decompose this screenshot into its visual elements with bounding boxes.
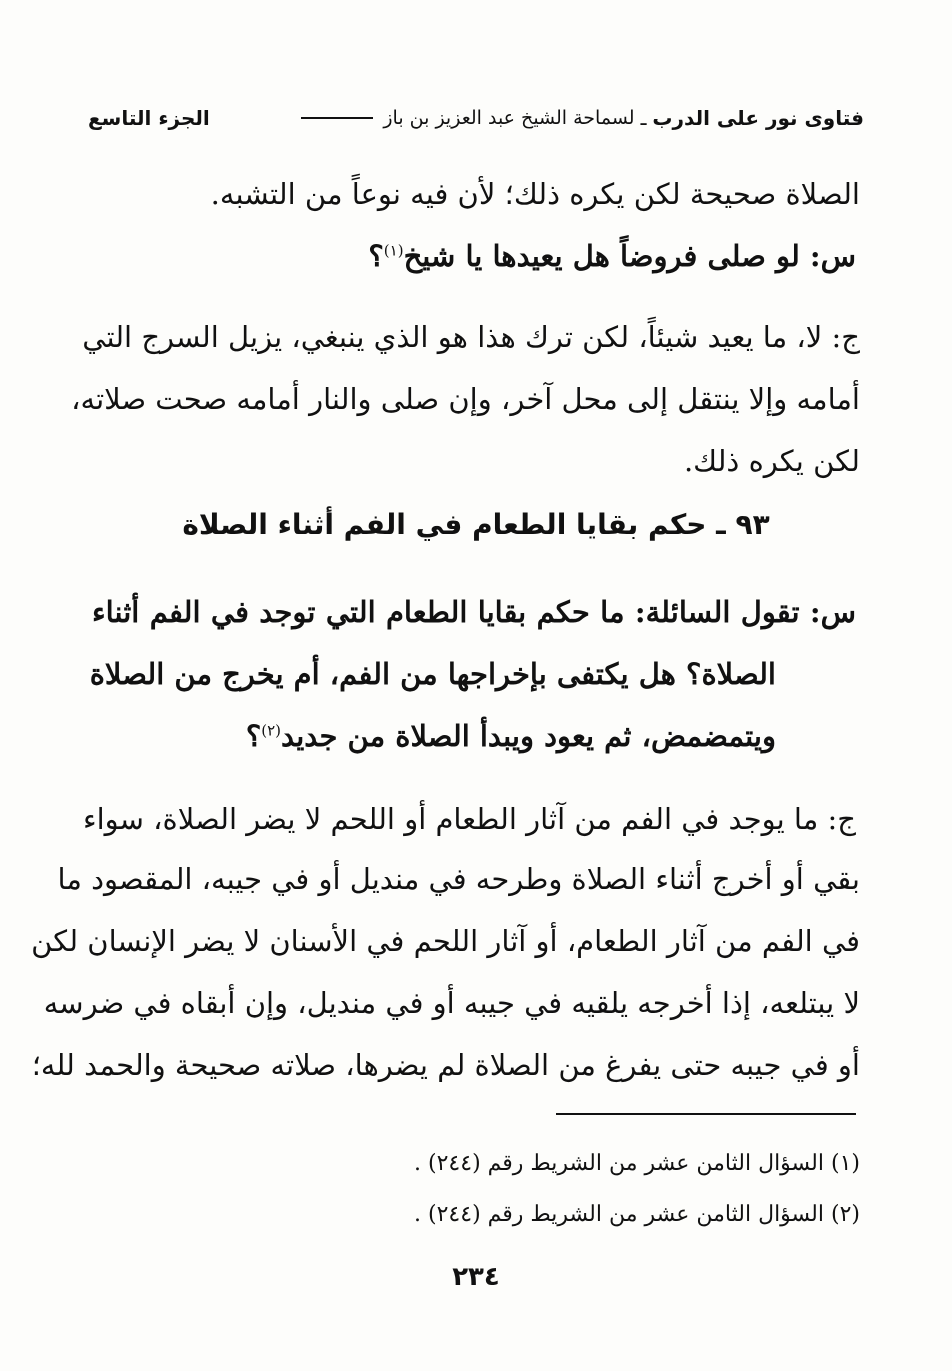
answer-line: ج: لا، ما يعيد شيئاً، لكن ترك هذا هو الذي ينبغي، يزيل السرج التي <box>82 320 860 354</box>
answer-line: في الفم من آثار الطعام، أو آثار اللحم في الأسنان لا يضر الإنسان لكن <box>31 924 860 958</box>
author-line: لسماحة الشيخ عبد العزيز بن باز <box>383 107 635 129</box>
footnote: (١) السؤال الثامن عشر من الشريط رقم (٢٤٤) . <box>414 1151 860 1176</box>
footnote-separator <box>556 1113 856 1115</box>
book-title: فتاوى نور على الدرب <box>652 106 864 130</box>
header-rule <box>301 117 373 119</box>
answer-line: بقي أو أخرج أثناء الصلاة وطرحه في منديل أو في جيبه، المقصود ما <box>57 862 860 896</box>
footnote-ref: (١) <box>383 241 404 260</box>
answer-line: لا يبتلعه، إذا أخرجه يلقيه في جيبه أو في منديل، وإن أبقاه في ضرسه <box>43 986 860 1020</box>
footnote-ref: (٢) <box>261 721 281 740</box>
answer-line: ج: ما يوجد في الفم من آثار الطعام أو اللحم لا يضر الصلاة، سواء <box>82 802 856 836</box>
running-header <box>88 98 864 138</box>
answer-line: لكن يكره ذلك. <box>683 444 860 478</box>
page-number: ٢٣٤ <box>452 1262 500 1292</box>
header-separator: ـ <box>640 106 647 130</box>
answer-line: أمامه وإلا ينتقل إلى محل آخر، وإن صلى والنار أمامه صحت صلاته، <box>71 382 860 416</box>
question-line: س: لو صلى فروضاً هل يعيدها يا شيخ$^{(١)}$؟ <box>368 239 856 273</box>
volume-part: الجزء التاسع <box>88 106 210 130</box>
question-line: ويتمضمض، ثم يعود ويبدأ الصلاة من جديد$^{(٢)}$؟ <box>245 719 776 753</box>
section-heading: ٩٣ ـ حكم بقايا الطعام في الفم أثناء الصلاة <box>182 508 770 541</box>
question-line: س: تقول السائلة: ما حكم بقايا الطعام التي توجد في الفم أثناء <box>92 595 856 629</box>
answer-line: أو في جيبه حتى يفرغ من الصلاة لم يضرها، صلاته صحيحة والحمد لله؛ <box>31 1048 860 1082</box>
footnote: (٢) السؤال الثامن عشر من الشريط رقم (٢٤٤) . <box>414 1202 860 1227</box>
text-line: الصلاة صحيحة لكن يكره ذلك؛ لأن فيه نوعاً من التشبه. <box>210 177 860 211</box>
question-line: الصلاة؟ هل يكتفى بإخراجها من الفم، أم يخرج من الصلاة <box>89 657 776 691</box>
